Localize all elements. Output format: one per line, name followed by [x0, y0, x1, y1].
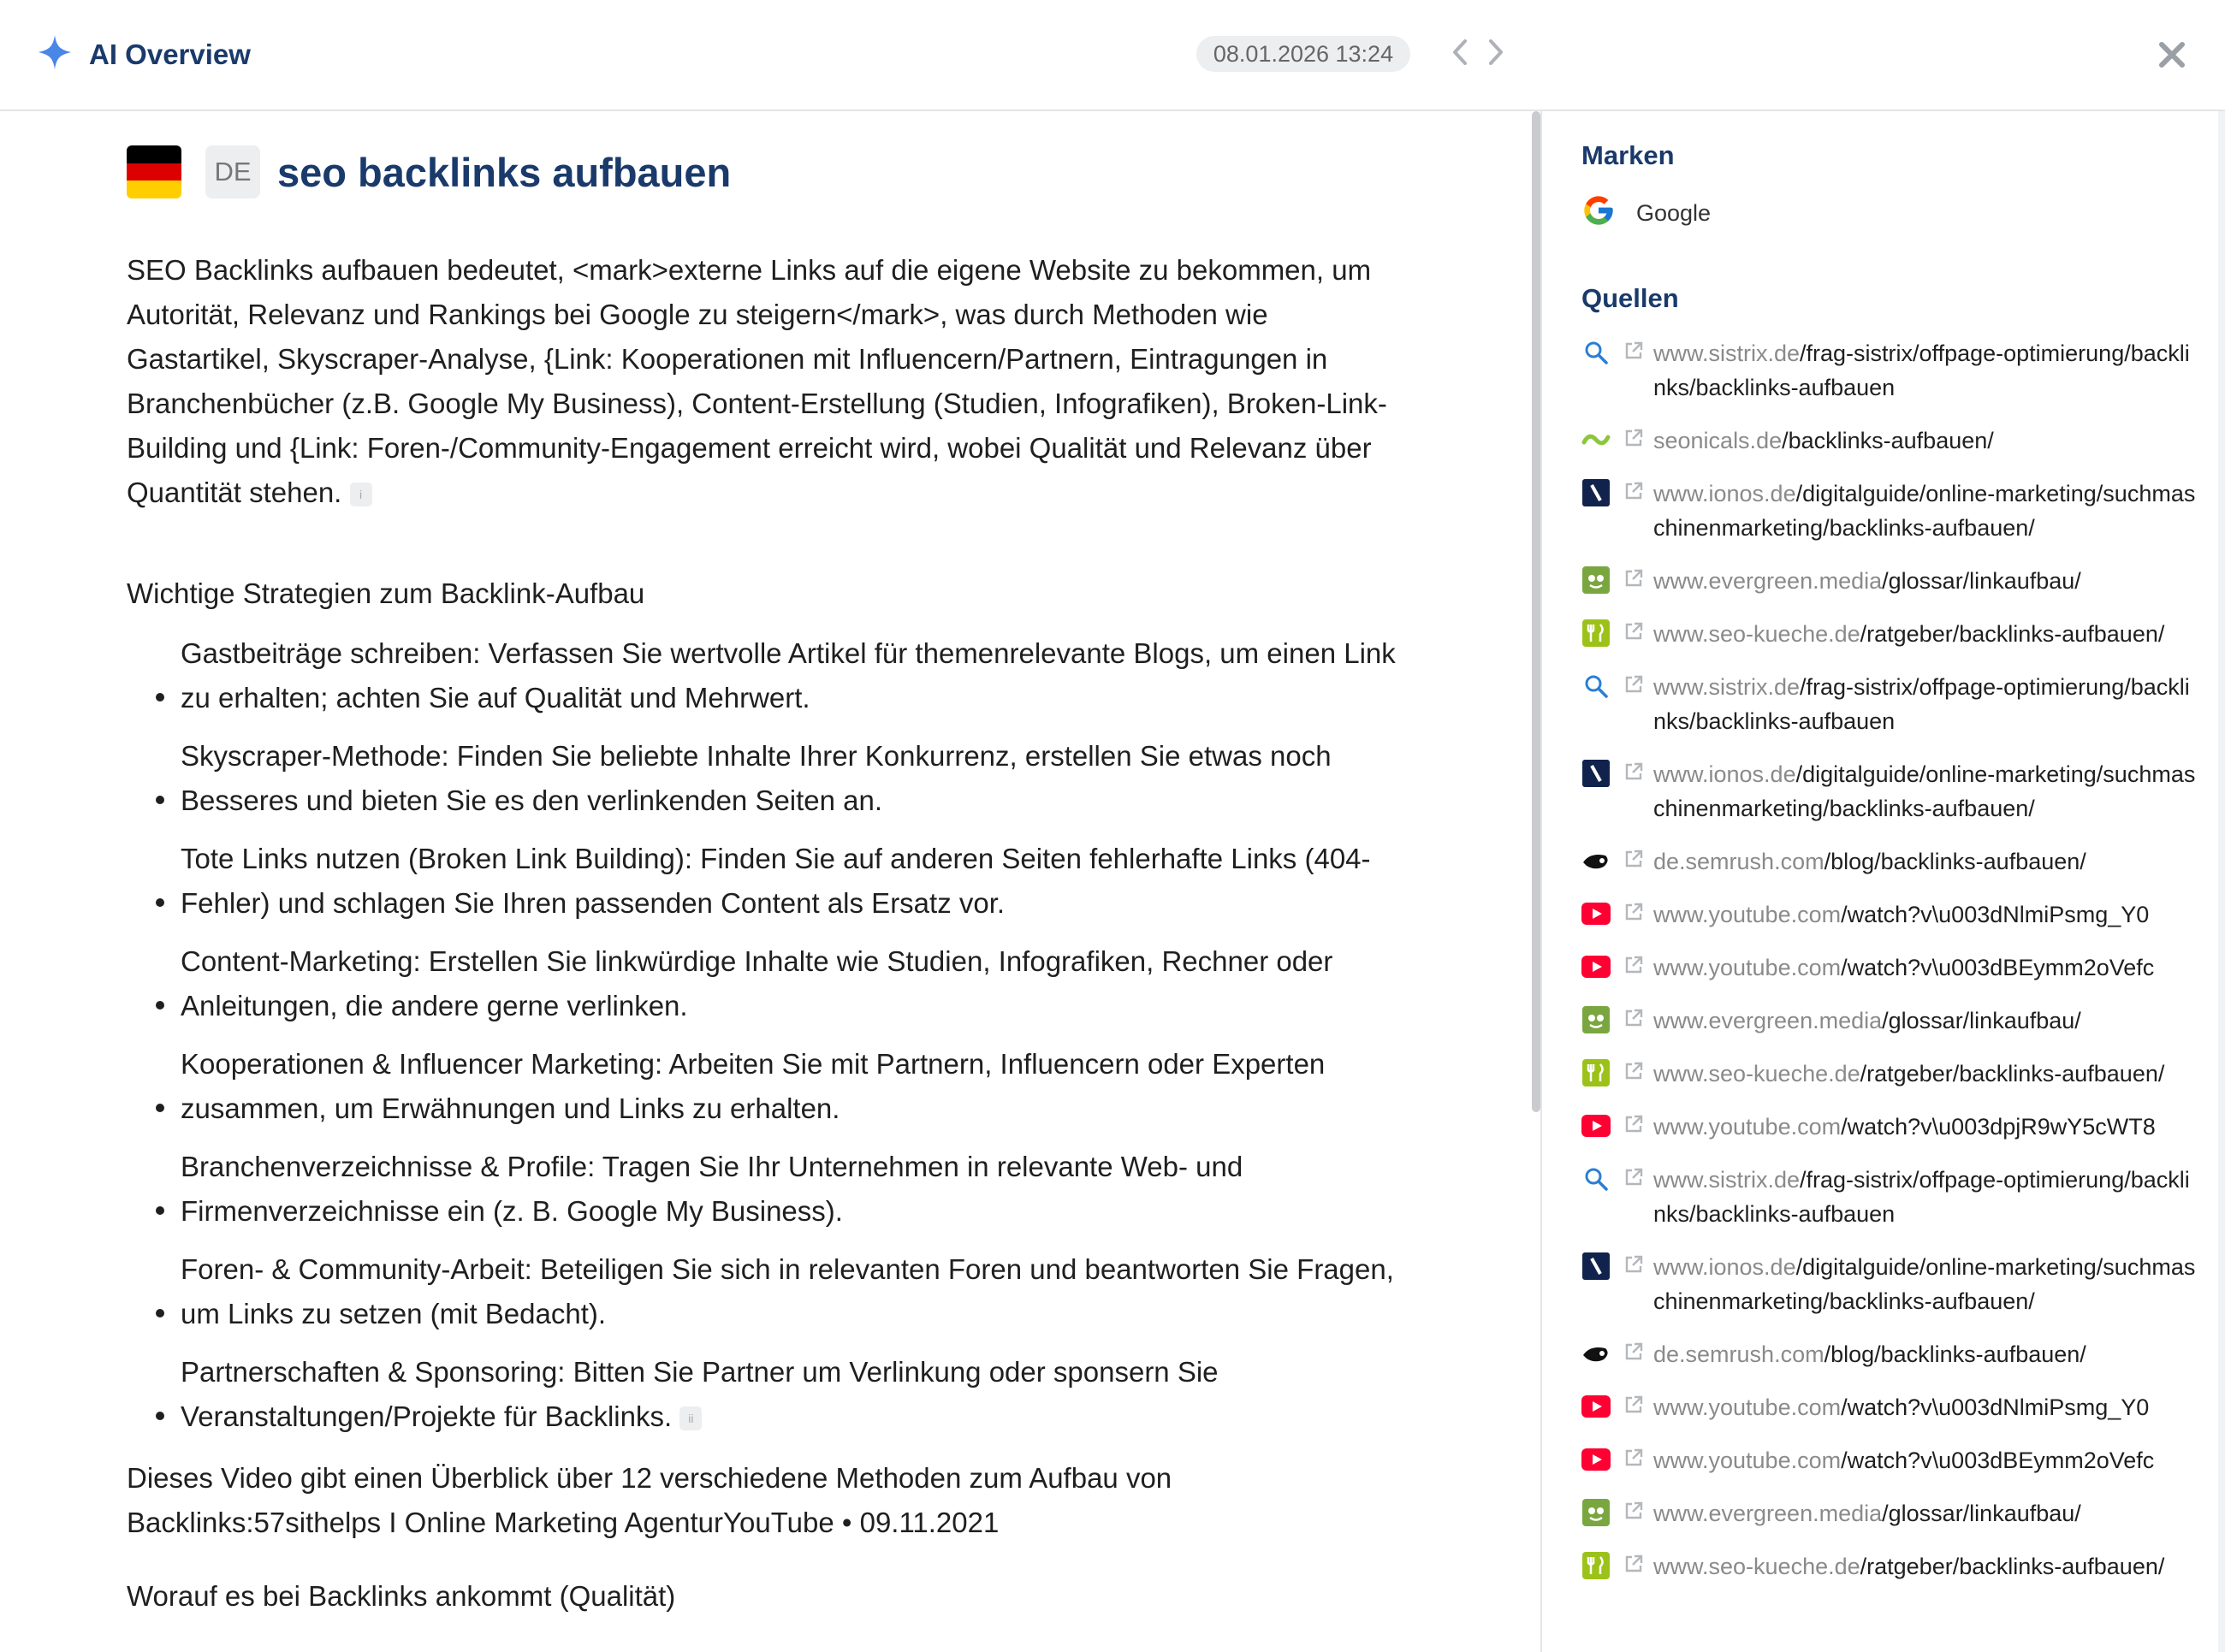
source-url[interactable]: [1653, 1496, 2198, 1531]
source-item[interactable]: [1581, 670, 2198, 738]
semrush-icon: [1581, 846, 1611, 875]
semrush-icon: [1581, 1339, 1611, 1368]
list-item-text: Skyscraper-Methode: Finden Sie beliebte Inhalte Ihrer Konkurrenz, erstellen Sie etwas noch Besseres und bieten Sie es den verlinkenden Seiten an.: [181, 740, 1332, 816]
answer-panel[interactable]: [0, 111, 1532, 1652]
main-scrollbar[interactable]: [1532, 111, 1540, 1112]
source-domain: www.youtube.com: [1653, 902, 1842, 927]
source-domain: www.seo-kueche.de: [1653, 1554, 1860, 1579]
list-item: [127, 1350, 1410, 1439]
source-path: /blog/backlinks-aufbauen/: [1824, 1341, 2086, 1367]
sidebar-scrollbar[interactable]: [2218, 111, 2225, 1652]
close-button[interactable]: [2153, 38, 2191, 75]
list-item: [127, 1247, 1410, 1336]
source-url[interactable]: [1653, 617, 2198, 651]
list-item-text: Kooperationen & Influencer Marketing: Arbeiten Sie mit Partnern, Influencern oder Experten zusammen, um Erwähnungen und Links zu erhalten.: [181, 1048, 1326, 1124]
source-path: /watch?v\u003dBEymm2oVefc: [1841, 955, 2155, 980]
external-link-icon: [1623, 480, 1646, 506]
source-item[interactable]: [1581, 423, 2198, 458]
bullet-icon: [156, 898, 164, 907]
source-path: /ratgeber/backlinks-aufbauen/: [1860, 621, 2165, 647]
close-icon: [2158, 41, 2186, 73]
source-url[interactable]: [1653, 844, 2198, 879]
source-domain: www.youtube.com: [1653, 1114, 1842, 1140]
list-item: [127, 1145, 1410, 1234]
external-link-icon: [1623, 1394, 1646, 1420]
source-item[interactable]: [1581, 477, 2198, 545]
source-url[interactable]: [1653, 1110, 2198, 1144]
source-url[interactable]: [1653, 1549, 2198, 1584]
source-domain: de.semrush.com: [1653, 1341, 1824, 1367]
source-item[interactable]: [1581, 844, 2198, 879]
external-link-icon: [1623, 620, 1646, 647]
sistrix-icon: [1581, 672, 1611, 701]
seokueche-icon: [1581, 1058, 1611, 1087]
brand-item-google[interactable]: [1581, 193, 2198, 234]
bullet-icon: [156, 796, 164, 804]
source-item[interactable]: [1581, 1549, 2198, 1584]
list-item-text: Branchenverzeichnisse & Profile: Tragen Sie Ihr Unternehmen in relevante Web- und Firmenverzeichnisse ein (z. B. Google My Business).: [181, 1151, 1243, 1227]
query-header: [127, 145, 731, 198]
external-link-icon: [1623, 1166, 1646, 1193]
source-url[interactable]: [1653, 1250, 2198, 1318]
source-item[interactable]: [1581, 950, 2198, 985]
strategies-heading: Wichtige Strategien zum Backlink-Aufbau: [127, 577, 645, 609]
source-path: /glossar/linkaufbau/: [1882, 1501, 2081, 1526]
chevron-right-icon: [1486, 38, 1505, 70]
sistrix-icon: [1581, 1164, 1611, 1193]
youtube-icon: [1581, 952, 1611, 981]
external-link-icon: [1623, 761, 1646, 787]
sources-list: [1581, 336, 2198, 1584]
external-link-icon: [1623, 427, 1646, 453]
sources-heading: Quellen: [1581, 283, 1679, 313]
next-button[interactable]: [1479, 34, 1513, 74]
ionos-icon: [1581, 478, 1611, 507]
external-link-icon: [1623, 1253, 1646, 1280]
external-link-icon: [1623, 673, 1646, 700]
source-item[interactable]: [1581, 897, 2198, 932]
bullet-icon: [156, 1309, 164, 1317]
source-url[interactable]: [1653, 423, 2198, 458]
youtube-icon: [1581, 1445, 1611, 1474]
source-path: /ratgeber/backlinks-aufbauen/: [1860, 1061, 2165, 1087]
source-domain: de.semrush.com: [1653, 849, 1824, 874]
source-item[interactable]: [1581, 617, 2198, 651]
source-url[interactable]: [1653, 1057, 2198, 1091]
source-domain: www.youtube.com: [1653, 1394, 1842, 1420]
source-item[interactable]: [1581, 1110, 2198, 1144]
source-domain: www.ionos.de: [1653, 761, 1796, 787]
source-domain: www.ionos.de: [1653, 481, 1796, 506]
bullet-icon: [156, 1206, 164, 1215]
source-item[interactable]: [1581, 1337, 2198, 1371]
source-domain: www.youtube.com: [1653, 1448, 1842, 1473]
bullet-icon: [156, 1104, 164, 1112]
source-url[interactable]: [1653, 336, 2198, 405]
external-link-icon: [1623, 1500, 1646, 1526]
source-item[interactable]: [1581, 1057, 2198, 1091]
source-domain: www.sistrix.de: [1653, 674, 1801, 700]
bullet-icon: [156, 1001, 164, 1010]
source-path: /watch?v\u003dNlmiPsmg_Y0: [1841, 1394, 2150, 1420]
source-domain: www.ionos.de: [1653, 1254, 1796, 1280]
youtube-icon: [1581, 1111, 1611, 1140]
citation-marker[interactable]: ii: [679, 1406, 702, 1430]
source-domain: www.seo-kueche.de: [1653, 1061, 1860, 1087]
source-item[interactable]: [1581, 1443, 2198, 1477]
source-item[interactable]: [1581, 336, 2198, 405]
source-path: /blog/backlinks-aufbauen/: [1824, 849, 2086, 874]
source-url[interactable]: [1653, 477, 2198, 545]
list-item-text: Content-Marketing: Erstellen Sie linkwürdige Inhalte wie Studien, Infografiken, Rechner oder Anleitungen, die andere gerne verlinken.: [181, 945, 1333, 1021]
source-domain: seonicals.de: [1653, 428, 1783, 453]
external-link-icon: [1623, 567, 1646, 594]
source-path: /watch?v\u003dBEymm2oVefc: [1841, 1448, 2155, 1473]
source-item[interactable]: [1581, 564, 2198, 598]
seokueche-icon: [1581, 619, 1611, 648]
previous-button[interactable]: [1443, 34, 1477, 74]
brands-heading: Marken: [1581, 140, 1675, 170]
external-link-icon: [1623, 1007, 1646, 1033]
evergreen-icon: [1581, 1005, 1611, 1034]
strategies-list: [127, 631, 1410, 1439]
google-icon: [1581, 193, 1616, 234]
source-item[interactable]: [1581, 1163, 2198, 1231]
top-bar: [0, 0, 2225, 111]
source-path: /frag-sistrix/offpage-optimierung/backlinks/backlinks-aufbauen: [1653, 674, 2190, 734]
external-link-icon: [1623, 901, 1646, 927]
video-summary: Dieses Video gibt einen Überblick über 12 verschiedene Methoden zum Aufbau von Backlinks:57sithelps I Online Marketing AgenturYouTube • 09.11.2021: [127, 1462, 1172, 1538]
ionos-icon: [1581, 1252, 1611, 1281]
source-path: /glossar/linkaufbau/: [1882, 568, 2081, 594]
source-path: /digitalguide/online-marketing/suchmaschinenmarketing/backlinks-aufbauen/: [1653, 761, 2196, 821]
answer-intro-text: SEO Backlinks aufbauen bedeutet, <mark>externe Links auf die eigene Website zu bekommen, um Autorität, Relevanz und Rankings bei Google zu steigern</mark>, was durch Methoden wie Gastartikel, Skyscraper-Analyse, {Link: Kooperationen mit Influencern/Partnern, Eintragungen in Branchenbücher (z.B. Google My Business), Content-Erstellung (Studien, Infografiken), Broken-Link-Building und {Link: Foren-/Community-Engagement erreicht wird, wobei Qualität und Relevanz über Quantität stehen.: [127, 254, 1387, 508]
external-link-icon: [1623, 1447, 1646, 1473]
external-link-icon: [1623, 848, 1646, 874]
source-url[interactable]: [1653, 757, 2198, 826]
source-url[interactable]: [1653, 950, 2198, 985]
source-url[interactable]: [1653, 1163, 2198, 1231]
list-item: [127, 939, 1410, 1028]
source-url[interactable]: [1653, 897, 2198, 932]
source-url[interactable]: [1653, 1004, 2198, 1038]
source-domain: www.evergreen.media: [1653, 568, 1883, 594]
sparkle-icon: [38, 34, 72, 74]
source-domain: www.youtube.com: [1653, 955, 1842, 980]
external-link-icon: [1623, 1341, 1646, 1367]
source-domain: www.evergreen.media: [1653, 1008, 1883, 1033]
overview-brand: [38, 34, 251, 74]
seokueche-icon: [1581, 1551, 1611, 1580]
source-item[interactable]: [1581, 1496, 2198, 1531]
overview-title: AI Overview: [89, 38, 251, 70]
external-link-icon: [1623, 954, 1646, 980]
list-item: [127, 734, 1410, 823]
query-title: seo backlinks aufbauen: [277, 149, 732, 195]
answer-content: [127, 248, 1410, 1619]
source-path: /watch?v\u003dNlmiPsmg_Y0: [1841, 902, 2150, 927]
germany-flag-icon: [127, 145, 181, 198]
youtube-icon: [1581, 1392, 1611, 1421]
timestamp-badge: 08.01.2026 13:24: [1196, 36, 1410, 72]
source-url[interactable]: [1653, 1443, 2198, 1477]
source-domain: www.evergreen.media: [1653, 1501, 1883, 1526]
source-path: /frag-sistrix/offpage-optimierung/backlinks/backlinks-aufbauen: [1653, 340, 2190, 400]
panel-divider: [1540, 111, 1542, 1652]
list-item: [127, 631, 1410, 720]
source-domain: www.seo-kueche.de: [1653, 621, 1860, 647]
source-path: /ratgeber/backlinks-aufbauen/: [1860, 1554, 2165, 1579]
list-item-text: Gastbeiträge schreiben: Verfassen Sie wertvolle Artikel für themenrelevante Blogs, um einen Link zu erhalten; achten Sie auf Qualität und Mehrwert.: [181, 637, 1396, 713]
ionos-icon: [1581, 759, 1611, 788]
source-domain: www.sistrix.de: [1653, 340, 1801, 366]
list-item-text: Partnerschaften & Sponsoring: Bitten Sie Partner um Verlinkung oder sponsern Sie Veranstaltungen/Projekte für Backlinks.: [181, 1356, 1219, 1432]
source-item[interactable]: [1581, 1004, 2198, 1038]
external-link-icon: [1623, 1553, 1646, 1579]
list-item: [127, 1042, 1410, 1131]
youtube-icon: [1581, 899, 1611, 928]
external-link-icon: [1623, 340, 1646, 366]
external-link-icon: [1623, 1060, 1646, 1087]
sources-sidebar: [1581, 111, 2198, 1602]
bullet-icon: [156, 693, 164, 702]
source-path: /watch?v\u003dpjR9wY5cWT8: [1841, 1114, 2156, 1140]
brand-name: Google: [1636, 200, 1712, 226]
list-item-text: Tote Links nutzen (Broken Link Building): Finden Sie auf anderen Seiten fehlerhafte Links (404-Fehler) und schlagen Sie Ihren passenden Content als Ersatz vor.: [181, 843, 1371, 919]
evergreen-icon: [1581, 1498, 1611, 1527]
source-item[interactable]: [1581, 757, 2198, 826]
source-path: /digitalguide/online-marketing/suchmaschinenmarketing/backlinks-aufbauen/: [1653, 481, 2196, 541]
source-url[interactable]: [1653, 670, 2198, 738]
source-path: /digitalguide/online-marketing/suchmaschinenmarketing/backlinks-aufbauen/: [1653, 1254, 2196, 1314]
citation-marker[interactable]: i: [350, 483, 372, 506]
source-item[interactable]: [1581, 1390, 2198, 1424]
external-link-icon: [1623, 1113, 1646, 1140]
language-badge: DE: [205, 145, 260, 198]
list-item: [127, 837, 1410, 926]
source-path: /frag-sistrix/offpage-optimierung/backlinks/backlinks-aufbauen: [1653, 1167, 2190, 1227]
chevron-left-icon: [1451, 38, 1469, 70]
source-domain: www.sistrix.de: [1653, 1167, 1801, 1193]
quality-heading: Worauf es bei Backlinks ankommt (Qualität): [127, 1580, 676, 1612]
source-url[interactable]: [1653, 1390, 2198, 1424]
evergreen-icon: [1581, 565, 1611, 595]
sistrix-icon: [1581, 338, 1611, 367]
bullet-icon: [156, 1412, 164, 1420]
source-path: /backlinks-aufbauen/: [1782, 428, 1994, 453]
answer-intro: [127, 248, 1410, 515]
list-item-text: Foren- & Community-Arbeit: Beteiligen Sie sich in relevanten Foren und beantworten Sie Fragen, um Links zu setzen (mit Bedacht).: [181, 1253, 1394, 1329]
source-url[interactable]: [1653, 1337, 2198, 1371]
source-url[interactable]: [1653, 564, 2198, 598]
seonicals-icon: [1581, 425, 1611, 454]
source-item[interactable]: [1581, 1250, 2198, 1318]
source-path: /glossar/linkaufbau/: [1882, 1008, 2081, 1033]
